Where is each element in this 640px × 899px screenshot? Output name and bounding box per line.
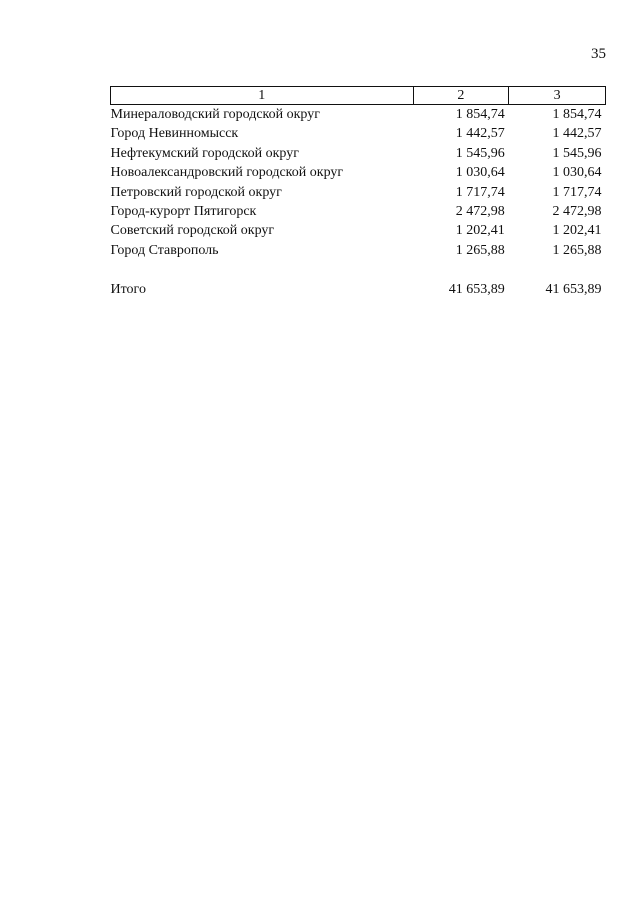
row-name: Новоалександровский городской округ — [110, 165, 344, 181]
row-value-3: 1 717,74 — [552, 184, 602, 200]
total-label: Итого — [110, 281, 146, 297]
row-name: Нефтекумский городской округ — [110, 145, 299, 161]
total-value-3: 41 653,89 — [545, 281, 602, 297]
header-col-1: 1 — [111, 87, 414, 105]
row-name: Петровский городской округ — [110, 184, 282, 200]
table-row — [111, 163, 606, 182]
row-value-3: 1 202,41 — [552, 223, 602, 239]
total-row — [111, 280, 606, 300]
row-value-3: 1 545,96 — [552, 145, 602, 161]
spacer-row — [111, 260, 606, 279]
row-value-3: 1 854,74 — [552, 107, 602, 122]
data-table — [110, 86, 606, 300]
row-name: Город-курорт Пятигорск — [110, 204, 257, 220]
table-row — [111, 183, 606, 202]
row-value-2: 1 717,74 — [455, 184, 505, 200]
table-row — [111, 241, 606, 260]
table-row — [111, 105, 606, 125]
row-value-3: 1 442,57 — [552, 126, 602, 142]
row-value-2: 1 265,88 — [455, 242, 505, 258]
row-name: Город Невинномысск — [110, 126, 239, 142]
table-row — [111, 202, 606, 221]
total-value-2: 41 653,89 — [448, 281, 505, 297]
row-value-2: 1 545,96 — [455, 145, 505, 161]
row-value-2: 2 472,98 — [455, 204, 505, 220]
row-value-3: 1 030,64 — [552, 165, 602, 181]
row-value-2: 1 202,41 — [455, 223, 505, 239]
row-value-2: 1 854,74 — [455, 107, 505, 122]
row-name: Минераловодский городской округ — [110, 107, 320, 122]
row-value-2: 1 030,64 — [455, 165, 505, 181]
page-number: 35 — [591, 46, 606, 62]
row-name: Советский городской округ — [110, 223, 275, 239]
table-row — [111, 144, 606, 163]
row-value-2: 1 442,57 — [455, 126, 505, 142]
header-col-2: 2 — [413, 87, 509, 105]
row-value-3: 1 265,88 — [552, 242, 602, 258]
row-name: Город Ставрополь — [110, 242, 219, 258]
table-row — [111, 124, 606, 143]
header-col-3: 3 — [509, 87, 606, 105]
row-value-3: 2 472,98 — [552, 204, 602, 220]
table-header-row — [111, 87, 606, 105]
table-row — [111, 221, 606, 240]
